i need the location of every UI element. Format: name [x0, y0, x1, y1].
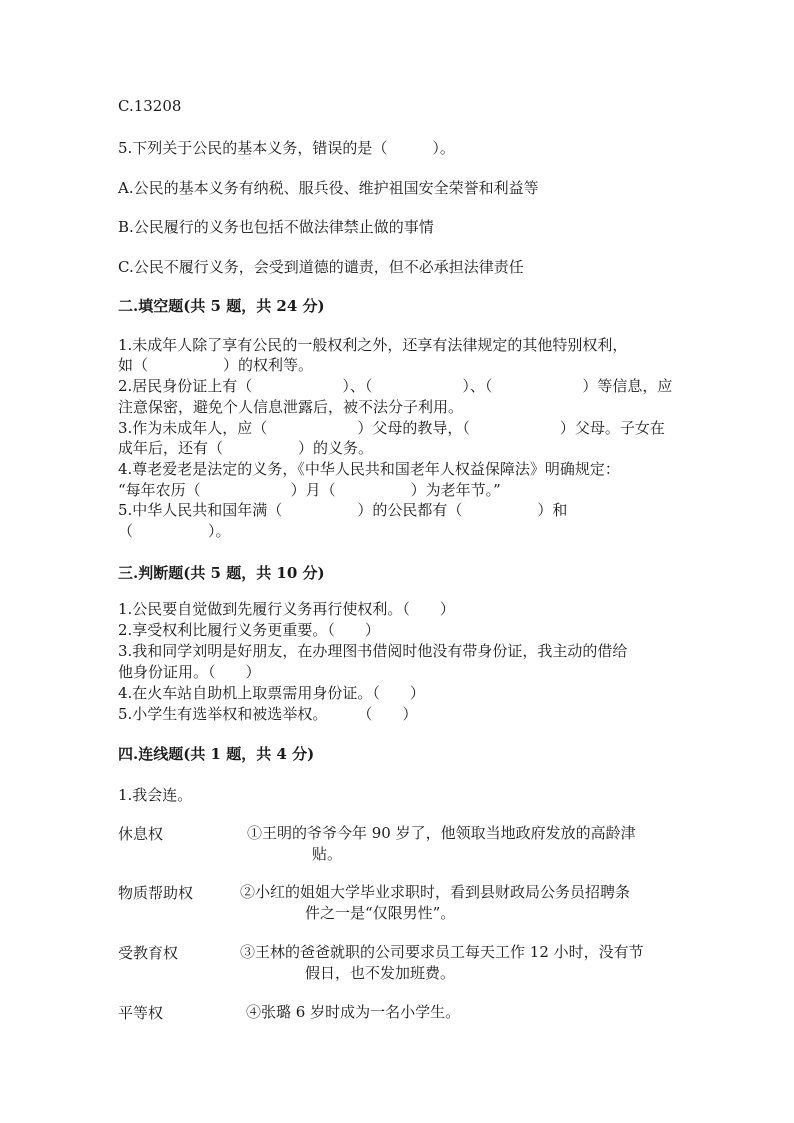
judge-line: 4.在火车站自助机上取票需用身份证。（ ）	[118, 684, 425, 702]
match-left-item: 物质帮助权	[118, 884, 194, 902]
judge-line: 5.小学生有选举权和被选举权。 （ ）	[118, 705, 418, 723]
fill-line: 4.尊老爱老是法定的义务，《中华人民共和国老年人权益保障法》明确规定：	[118, 460, 620, 478]
q5-option-b: B.公民履行的义务也包括不做法律禁止做的事情	[118, 218, 434, 236]
match-right-item	[247, 823, 636, 865]
fill-line: 成年后，还有（ ）的义务。	[118, 439, 374, 457]
section4-heading: 四.连线题(共 1 题，共 4 分)	[118, 745, 315, 763]
judge-line: 他身份证用。（ ）	[118, 663, 261, 681]
fill-line: 3.作为未成年人，应（ ）父母的教导，（ ）父母。子女在	[118, 419, 665, 437]
q5-stem: 5.下列关于公民的基本义务，错误的是（ ）。	[118, 139, 455, 157]
fill-line: “每年农历（ ）月（ ）为老年节。”	[118, 481, 501, 499]
section3-heading: 三.判断题(共 5 题，共 10 分)	[118, 564, 325, 582]
match-left-item: 休息权	[118, 825, 164, 843]
match-right-item	[240, 942, 644, 984]
match-right-line: 件之一是“仅限男性”。	[305, 904, 456, 922]
match-right-line: 贴。	[312, 845, 343, 863]
section2-heading: 二.填空题(共 5 题，共 24 分)	[118, 297, 325, 315]
match-right-line: 假日，也不发加班费。	[305, 964, 456, 982]
fill-line: 注意保密，避免个人信息泄露后，被不法分子利用。	[118, 398, 464, 416]
match-left-item: 平等权	[118, 1004, 164, 1022]
match-right-line: ③王林的爸爸就职的公司要求员工每天工作 12 小时，没有节	[240, 943, 644, 961]
fill-line: 5.中华人民共和国年满（ ）的公民都有（ ）和	[118, 501, 568, 519]
judge-line: 1.公民要自觉做到先履行义务再行使权利。（ ）	[118, 600, 455, 618]
match-right-line: ④张璐 6 岁时成为一名小学生。	[246, 1003, 461, 1021]
match-right-line: ②小红的姐姐大学毕业求职时，看到县财政局公务员招聘条	[240, 883, 631, 901]
match-right-line: ①王明的爷爷今年 90 岁了，他领取当地政府发放的高龄津	[247, 824, 636, 842]
q5-option-c: C.公民不履行义务，会受到道德的谴责，但不必承担法律责任	[118, 258, 524, 276]
match-right-item	[240, 882, 630, 924]
match-left-item: 受教育权	[118, 944, 179, 962]
q4-option-c: C.13208	[118, 97, 182, 115]
match-right-item	[246, 1002, 460, 1023]
judge-line: 3.我和同学刘明是好朋友，在办理图书借阅时他没有带身份证，我主动的借给	[118, 642, 628, 660]
match-intro: 1.我会连。	[118, 786, 193, 804]
fill-line: 2.居民身份证上有（ ）、（ ）、（ ）等信息，应	[118, 377, 673, 395]
judge-line: 2.享受权利比履行义务更重要。（ ）	[118, 621, 380, 639]
fill-line: 如（ ）的权利等。	[118, 356, 314, 374]
fill-line: （ ）。	[118, 522, 231, 540]
q5-option-a: A.公民的基本义务有纳税、服兵役、维护祖国安全荣誉和利益等	[118, 179, 539, 197]
fill-line: 1.未成年人除了享有公民的一般权利之外，还享有法律规定的其他特别权利，	[118, 336, 628, 354]
